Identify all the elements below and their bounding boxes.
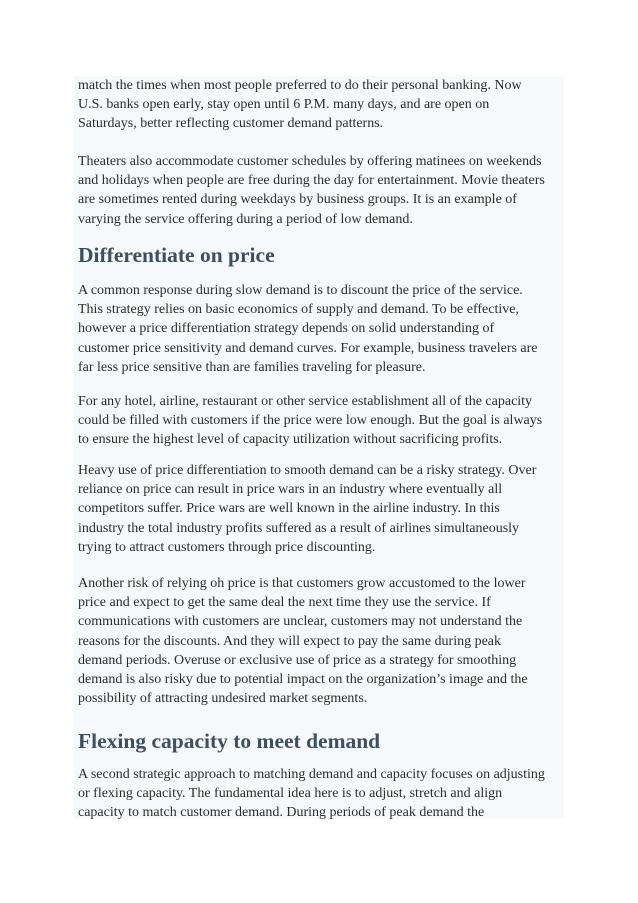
text-line: demand periods. Overuse or exclusive use of price as a strategy for smoothing [78, 652, 517, 668]
text-line: match the times when most people preferred to do their personal banking. Now [78, 78, 522, 93]
paragraph-discount-price [78, 281, 538, 377]
text-line: U.S. banks open early, stay open until 6 P.M. many days, and are open on [78, 97, 490, 113]
text-line: to ensure the highest level of capacity utilization without sacrificing profits. [78, 432, 503, 448]
text-line: demand is also risky due to potential impact on the organization’s image and the [78, 672, 528, 688]
heading-flexing-capacity: Flexing capacity to meet demand [78, 729, 381, 753]
text-line: Another risk of relying oh price is that customers grow accustomed to the lower [78, 576, 526, 591]
text-line: reliance on price can result in price wars in an industry where eventually all [78, 482, 503, 498]
text-line: varying the service offering during a period of low demand. [78, 211, 413, 227]
text-line: or flexing capacity. The fundamental idea here is to adjust, stretch and align [78, 786, 503, 802]
document-page [74, 76, 564, 819]
text-line: industry the total industry profits suffered as a result of airlines simultaneously [78, 520, 520, 536]
text-line: reasons for the discounts. And they will expect to pay the same during peak [78, 633, 502, 649]
text-line: could be filled with customers if the price were low enough. But the goal is always [78, 413, 543, 429]
paragraph-banking-hours [78, 76, 522, 134]
text-line: competitors suffer. Price wars are well known in the airline industry. In this [78, 501, 500, 517]
text-line: Saturdays, better reflecting customer demand patterns. [78, 116, 384, 132]
text-line: For any hotel, airline, restaurant or other service establishment all of the capacity [78, 394, 533, 409]
text-line: price and expect to get the same deal the next time they use the service. If [78, 595, 491, 611]
text-line: are sometimes rented during weekdays by business groups. It is an example of [78, 192, 517, 208]
text-line: A second strategic approach to matching demand and capacity focuses on adjusting [78, 767, 545, 782]
paragraph-price-risk [78, 574, 528, 708]
heading-differentiate-on-price: Differentiate on price [78, 243, 275, 267]
text-line: customer price sensitivity and demand curves. For example, business travelers are [78, 340, 538, 356]
text-line: however a price differentiation strategy depends on solid understanding of [78, 321, 495, 337]
text-line: and holidays when people are free during the day for entertainment. Movie theaters [78, 173, 545, 189]
text-line: capacity to match customer demand. During periods of peak demand the [78, 805, 485, 821]
text-line: Heavy use of price differentiation to smooth demand can be a risky strategy. Over [78, 463, 537, 478]
text-line: possibility of attracting undesired market segments. [78, 691, 368, 707]
text-line: trying to attract customers through price discounting. [78, 539, 376, 555]
text-line: far less price sensitive than are families traveling for pleasure. [78, 359, 426, 375]
text-line: Theaters also accommodate customer schedules by offering matinees on weekends [78, 154, 542, 169]
paragraph-price-wars [78, 461, 536, 557]
text-line: communications with customers are unclear, customers may not understand the [78, 614, 523, 630]
text-line: This strategy relies on basic economics of supply and demand. To be effective, [78, 302, 519, 318]
paragraph-flexing-capacity [78, 765, 545, 823]
text-line: A common response during slow demand is to discount the price of the service. [78, 283, 523, 298]
paragraph-theaters [78, 152, 545, 229]
paragraph-capacity-utilization [78, 392, 542, 450]
